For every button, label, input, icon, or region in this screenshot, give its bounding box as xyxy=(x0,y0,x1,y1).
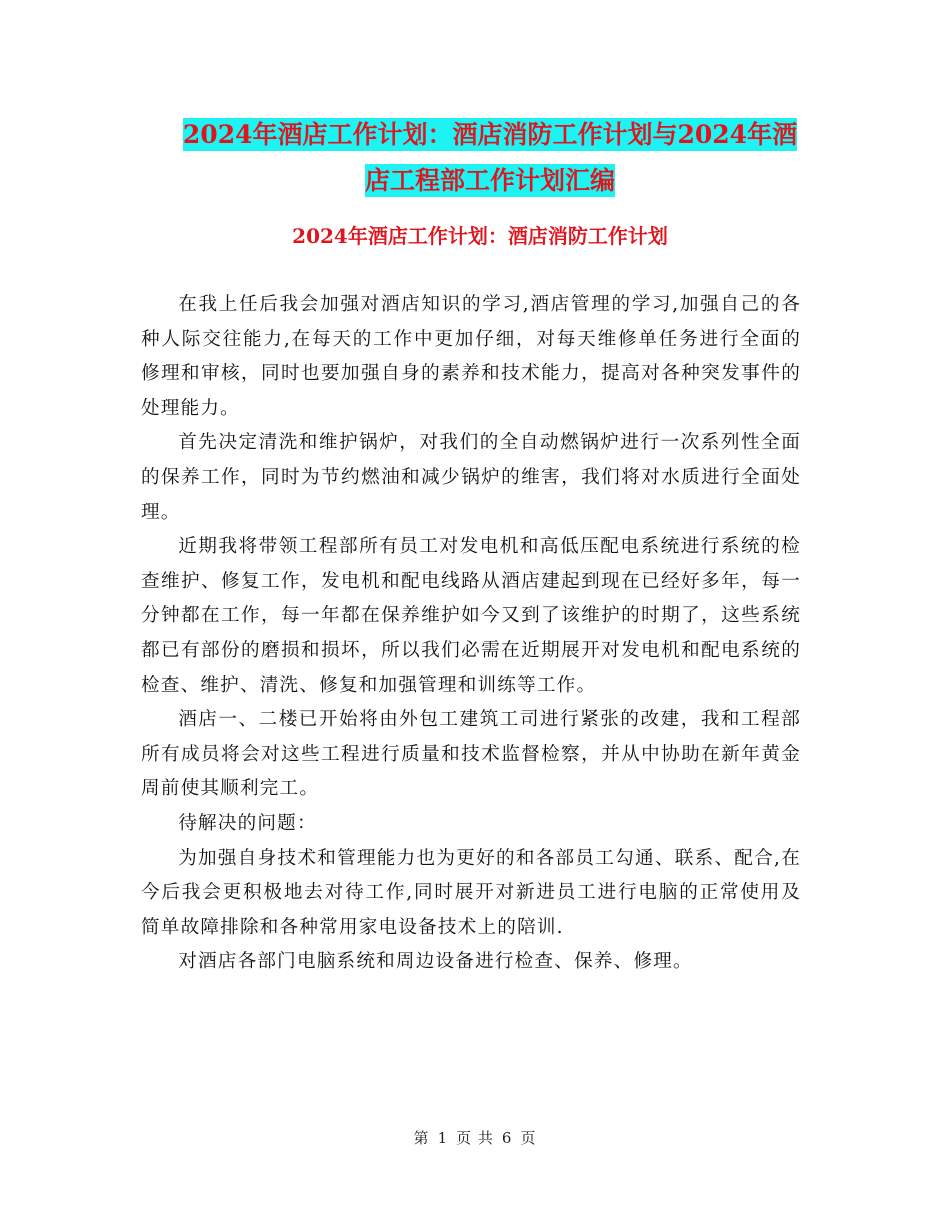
main-title-line-1: 2024年酒店工作计划：酒店消防工作计划与2024年酒 xyxy=(182,120,798,149)
paragraph-7: 对酒店各部门电脑系统和周边设备进行检查、保养、修理。 xyxy=(178,951,693,973)
footer-total-pages: 6 xyxy=(501,1129,513,1147)
footer-page-number: 1 xyxy=(437,1129,449,1147)
section-title: 2024年酒店工作计划：酒店消防工作计划 xyxy=(292,224,668,248)
paragraph-6: 为加强自身技术和管理能力也为更好的和各部员工勾通、联系、配合,在今后我会更积极地去对待工作,同时展开对新进员工进行电脑的正常使用及简单故障排除和各种常用家电设备技术上的陪训. xyxy=(141,847,801,938)
main-title-line-2: 店工程部工作计划汇编 xyxy=(364,166,615,195)
paragraph-2: 首先决定清洗和维护锅炉，对我们的全自动燃锅炉进行一次系列性全面的保养工作，同时为节约燃油和减少锅炉的维害，我们将对水质进行全面处理。 xyxy=(141,432,801,523)
paragraph-5: 待解决的问题： xyxy=(178,812,317,834)
paragraph-1: 在我上任后我会加强对酒店知识的学习,酒店管理的学习,加强自己的各种人际交往能力,在每天的工作中更加仔细，对每天维修单任务进行全面的修理和审核，同时也要加强自身的素养和技术能力，提高对各种突发事件的处理能力。 xyxy=(141,294,801,419)
footer-suffix: 页 xyxy=(520,1129,537,1147)
main-title xyxy=(140,112,840,204)
paragraph-4: 酒店一、二楼已开始将由外包工建筑工司进行紧张的改建，我和工程部所有成员将会对这些工程进行质量和技术监督检察，并从中协助在新年黄金周前使其顺利完工。 xyxy=(141,709,801,800)
document-body xyxy=(141,288,801,980)
footer-prefix: 第 xyxy=(413,1129,430,1147)
page-footer xyxy=(0,1128,950,1148)
footer-middle: 页 共 xyxy=(456,1129,494,1147)
paragraph-3: 近期我将带领工程部所有员工对发电机和高低压配电系统进行系统的检查维护、修复工作，发电机和配电线路从酒店建起到现在已经好多年，每一分钟都在工作，每一年都在保养维护如今又到了该维护的时期了，这些系统都已有部份的磨损和损坏，所以我们必需在近期展开对发电机和配电系统的检查、维护、清洗、修复和加强管理和训练等工作。 xyxy=(141,536,801,696)
